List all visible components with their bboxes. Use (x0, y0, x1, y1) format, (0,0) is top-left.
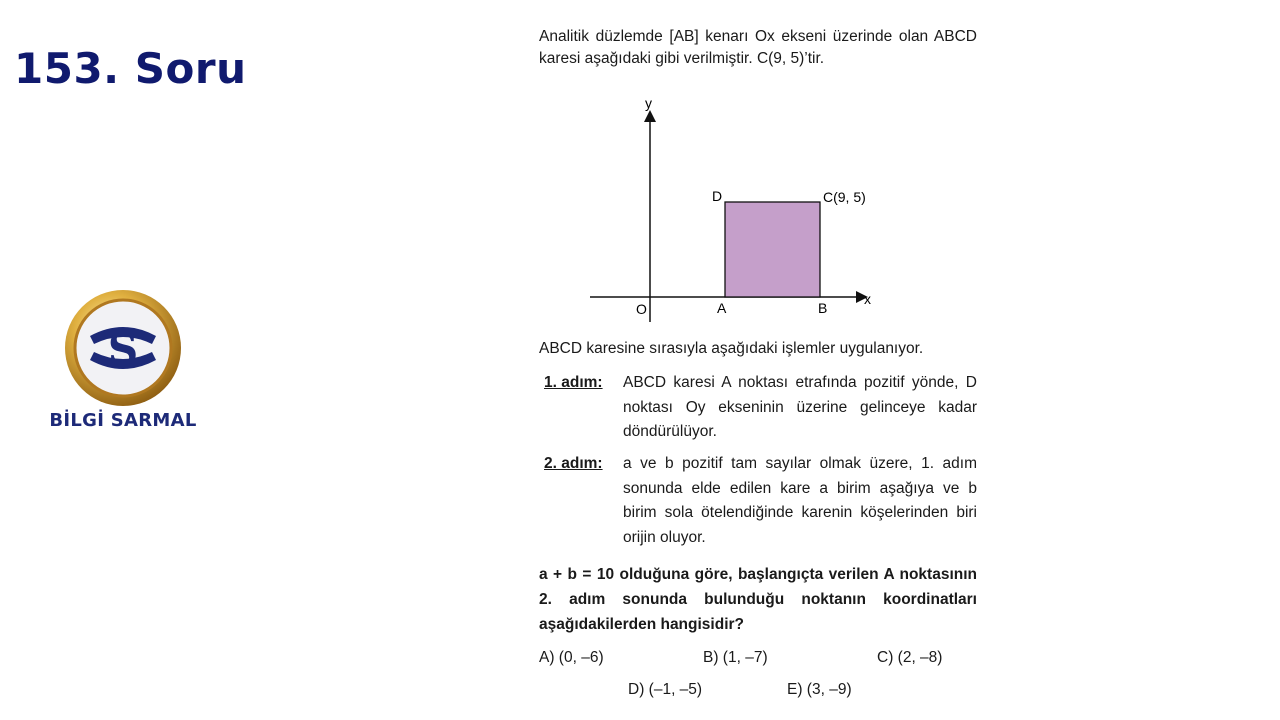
step-1 (544, 371, 977, 445)
final-question: a + b = 10 olduğuna göre, başlangıçta verilen A noktasının 2. adım sonunda bulunduğu noktanın koordinatları aşağıdakilerden hangisidir? (539, 566, 977, 633)
option-c[interactable]: C) (2, –8) (877, 649, 943, 666)
coordinate-figure (585, 95, 885, 330)
option-d[interactable]: D) (–1, –5) (628, 681, 703, 698)
step-2-text: a ve b pozitif tam sayılar olmak üzere, 1. adım sonunda elde edilen kare a birim aşağıya ve b birim sola ötelendiğinde karenin köşelerinden biri orijin oluyor. (623, 455, 977, 546)
step-1-label: 1. adım: (544, 374, 603, 391)
option-e[interactable]: E) (3, –9) (787, 681, 852, 698)
step-2-label: 2. adım: (544, 455, 603, 472)
point-d-label: D (712, 188, 723, 204)
square-abcd (725, 202, 820, 297)
step-2 (544, 452, 977, 550)
origin-label: O (636, 301, 647, 317)
page-title: 153. Soru (14, 44, 247, 93)
option-b[interactable]: B) (1, –7) (703, 649, 768, 666)
step-1-text: ABCD karesi A noktası etrafında pozitif yönde, D noktası Oy ekseninin üzerine gelinceye kadar döndürülüyor. (623, 374, 977, 440)
svg-text:S: S (107, 325, 139, 374)
option-a[interactable]: A) (0, –6) (539, 649, 604, 666)
question-intro-block (539, 26, 977, 70)
point-b-label: B (818, 300, 828, 316)
point-c-label: C(9, 5) (823, 189, 866, 205)
point-a-label: A (717, 300, 727, 316)
operations-intro: ABCD karesine sırasıyla aşağıdaki işlemler uygulanıyor. (539, 340, 924, 357)
y-axis-label: y (645, 95, 652, 111)
question-intro: Analitik düzlemde [AB] kenarı Ox ekseni üzerinde olan ABCD karesi aşağıdaki gibi verilmiştir. C(9, 5)’tir. (539, 28, 977, 67)
brand-name: BİLGİ SARMAL (49, 410, 197, 431)
x-axis-label: x (864, 291, 871, 307)
